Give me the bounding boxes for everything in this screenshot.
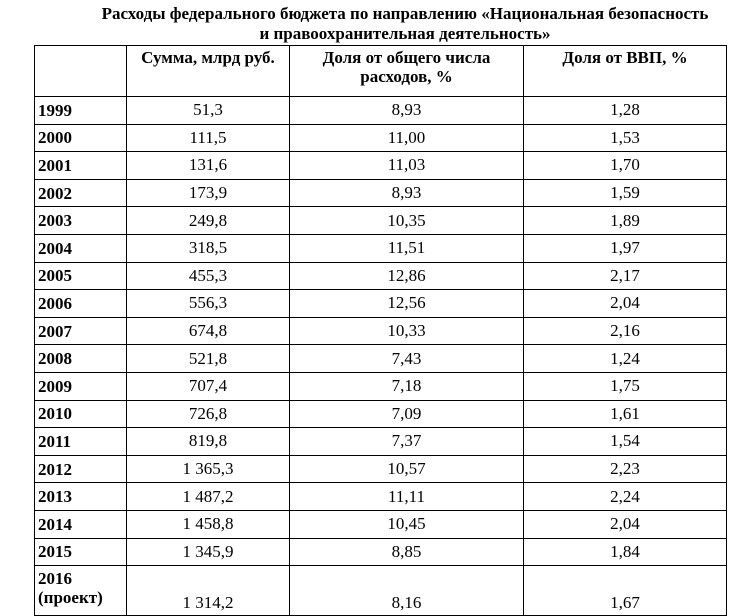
year-cell: 2001 <box>35 152 127 180</box>
share-gdp-cell: 2,04 <box>524 290 727 318</box>
share-expenses-cell: 8,85 <box>290 538 524 566</box>
year-cell: 2002 <box>35 179 127 207</box>
share-gdp-cell: 2,16 <box>524 317 727 345</box>
header-year <box>35 46 127 97</box>
share-expenses-cell: 7,43 <box>290 345 524 373</box>
year-cell: 2015 <box>35 538 127 566</box>
share-gdp-cell: 2,17 <box>524 262 727 290</box>
sum-cell: 111,5 <box>127 124 290 152</box>
table-row <box>35 124 727 152</box>
share-expenses-cell: 10,33 <box>290 317 524 345</box>
sum-cell: 249,8 <box>127 207 290 235</box>
share-expenses-cell: 11,03 <box>290 152 524 180</box>
share-gdp-cell: 2,24 <box>524 483 727 511</box>
table-row <box>35 317 727 345</box>
share-gdp-cell: 2,04 <box>524 510 727 538</box>
year-cell: 2010 <box>35 400 127 428</box>
sum-cell: 318,5 <box>127 234 290 262</box>
share-expenses-cell: 8,16 <box>290 566 524 616</box>
header-sum: Сумма, млрд руб. <box>127 46 290 97</box>
share-gdp-cell: 1,54 <box>524 428 727 456</box>
share-expenses-cell: 11,11 <box>290 483 524 511</box>
share-expenses-cell: 8,93 <box>290 179 524 207</box>
sum-cell: 819,8 <box>127 428 290 456</box>
share-gdp-cell: 1,24 <box>524 345 727 373</box>
year-cell: 2007 <box>35 317 127 345</box>
table-row <box>35 345 727 373</box>
share-expenses-cell: 8,93 <box>290 97 524 125</box>
year-cell: 2003 <box>35 207 127 235</box>
document-title: Расходы федерального бюджета по направлению «Национальная безопасность и правоохранительная деятельность» <box>101 4 709 43</box>
year-cell: 2014 <box>35 510 127 538</box>
sum-cell: 455,3 <box>127 262 290 290</box>
share-expenses-cell: 7,18 <box>290 372 524 400</box>
share-gdp-cell: 1,53 <box>524 124 727 152</box>
table-row <box>35 290 727 318</box>
sum-cell: 1 487,2 <box>127 483 290 511</box>
year-cell: 2016 (проект) <box>35 566 127 616</box>
table-row <box>35 207 727 235</box>
year-cell: 2013 <box>35 483 127 511</box>
sum-cell: 131,6 <box>127 152 290 180</box>
sum-cell: 1 314,2 <box>127 566 290 616</box>
sum-cell: 674,8 <box>127 317 290 345</box>
share-expenses-cell: 10,35 <box>290 207 524 235</box>
share-gdp-cell: 1,84 <box>524 538 727 566</box>
table-row <box>35 483 727 511</box>
sum-cell: 726,8 <box>127 400 290 428</box>
share-gdp-cell: 1,97 <box>524 234 727 262</box>
year-cell: 2008 <box>35 345 127 373</box>
header-row <box>35 46 727 97</box>
table-row <box>35 262 727 290</box>
sum-cell: 1 345,9 <box>127 538 290 566</box>
share-gdp-cell: 1,59 <box>524 179 727 207</box>
sum-cell: 1 458,8 <box>127 510 290 538</box>
year-cell: 1999 <box>35 97 127 125</box>
sum-cell: 1 365,3 <box>127 455 290 483</box>
header-share-gdp: Доля от ВВП, % <box>524 46 727 97</box>
share-expenses-cell: 11,51 <box>290 234 524 262</box>
share-expenses-cell: 7,37 <box>290 428 524 456</box>
year-cell: 2006 <box>35 290 127 318</box>
share-expenses-cell: 12,86 <box>290 262 524 290</box>
table-row <box>35 97 727 125</box>
table-row <box>35 510 727 538</box>
sum-cell: 707,4 <box>127 372 290 400</box>
share-gdp-cell: 1,61 <box>524 400 727 428</box>
budget-table <box>34 45 727 616</box>
sum-cell: 521,8 <box>127 345 290 373</box>
year-cell: 2000 <box>35 124 127 152</box>
share-expenses-cell: 12,56 <box>290 290 524 318</box>
year-cell: 2012 <box>35 455 127 483</box>
table-row <box>35 566 727 616</box>
table-body <box>35 97 727 616</box>
sum-cell: 556,3 <box>127 290 290 318</box>
share-gdp-cell: 1,67 <box>524 566 727 616</box>
year-cell: 2004 <box>35 234 127 262</box>
share-expenses-cell: 10,57 <box>290 455 524 483</box>
share-gdp-cell: 1,70 <box>524 152 727 180</box>
table-row <box>35 538 727 566</box>
share-expenses-cell: 7,09 <box>290 400 524 428</box>
year-cell: 2005 <box>35 262 127 290</box>
sum-cell: 173,9 <box>127 179 290 207</box>
table-row <box>35 428 727 456</box>
sum-cell: 51,3 <box>127 97 290 125</box>
share-gdp-cell: 1,89 <box>524 207 727 235</box>
table-row <box>35 179 727 207</box>
share-gdp-cell: 2,23 <box>524 455 727 483</box>
year-cell: 2009 <box>35 372 127 400</box>
share-gdp-cell: 1,28 <box>524 97 727 125</box>
table-row <box>35 455 727 483</box>
year-cell: 2011 <box>35 428 127 456</box>
header-share-expenses: Доля от общего числа расходов, % <box>290 46 524 97</box>
table-row <box>35 152 727 180</box>
share-gdp-cell: 1,75 <box>524 372 727 400</box>
table-header <box>35 46 727 97</box>
table-row <box>35 372 727 400</box>
share-expenses-cell: 10,45 <box>290 510 524 538</box>
table-row <box>35 234 727 262</box>
table-row <box>35 400 727 428</box>
share-expenses-cell: 11,00 <box>290 124 524 152</box>
